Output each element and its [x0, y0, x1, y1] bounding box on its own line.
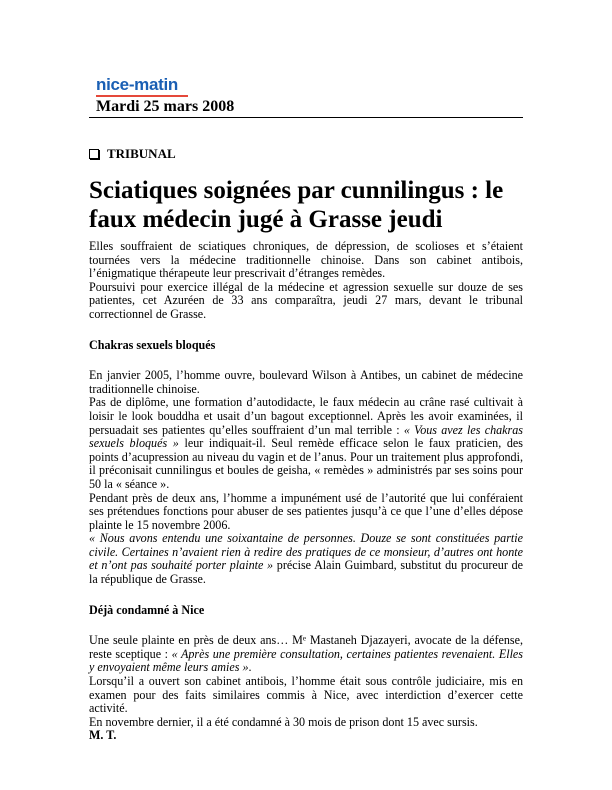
publication-date: Mardi 25 mars 2008 [96, 98, 235, 115]
text-span: . [248, 660, 252, 675]
section-label-text: TRIBUNAL [107, 146, 176, 161]
author-signature: M. T. [89, 728, 117, 743]
header-divider [89, 117, 523, 118]
text-span: Une seule plainte en près de deux ans… Mᵉ Mastaneh Djazayeri, avocate de la défense, reste sceptique : [89, 633, 523, 661]
quote: « Après une première consultation, certaines patientes revenaient. Elles y envoyaient même leurs amies » [89, 646, 523, 675]
body2-paragraph-3: En novembre dernier, il a été condamné à 30 mois de prison dont 15 avec sursis. [89, 714, 478, 729]
body1-paragraph-1: En janvier 2005, l’homme ouvre, boulevard Wilson à Antibes, un cabinet de médecine traditionnelle chinoise. [89, 368, 523, 396]
intro-paragraph-2: Poursuivi pour exercice illégal de la médecine et agression sexuelle sur douze de ses patientes, cet Azuréen de 33 ans comparaîtra, jeudi 27 mars, devant le tribunal correctionnel de Grasse. [89, 279, 523, 321]
body1-paragraph-3: Pendant près de deux ans, l’homme a impunément usé de l’autorité que lui conféraient ses prétendues fonctions pour abuser de ses patientes jusqu’à ce que l’une d’elles dépose plainte le 15 novembre 2006. [89, 490, 523, 532]
quote: « Nous avons entendu une soixantaine de personnes. Douze se sont constituées partie civile. Certaines n’avaient rien à redire des pratiques de ce monsieur, d’autres ont honte et n’ont pas souhaité porter plainte » [89, 531, 523, 573]
text-span: précise Alain Guimbard, substitut du procureur de la république de Grasse. [89, 558, 523, 587]
text-span: Pas de diplôme, une formation d’autodidacte, le faux médecin au crâne rasé cultivait à loisir le look bouddha et usait d’un bagout exceptionnel. Après les avoir examinées, il persuadait ses patientes qu’elles souffraient d’un mal terrible : [89, 395, 523, 437]
quote: « Vous avez les chakras sexuels bloqués » [89, 422, 523, 451]
subheading-nice: Déjà condamné à Nice [89, 602, 205, 617]
checkbox-icon [89, 149, 99, 159]
logo-underline [96, 95, 188, 97]
subheading-chakras: Chakras sexuels bloqués [89, 337, 216, 352]
article-headline: Sciatiques soignées par cunnilingus : le faux médecin jugé à Grasse jeudi [89, 177, 504, 233]
article-body [89, 240, 523, 743]
body1-paragraph-4 [89, 532, 523, 586]
text-span: leur indiquait-il. Seul remède efficace selon le faux praticien, des points d’acupression au niveau du vagin et de l’anus. Pour un traitement plus approfondi, il préconisait cunnilingus et boules de geisha, « remèdes » administrés par ses soins pour 50 la « séance ». [89, 436, 524, 491]
newspaper-logo: nice-matin [96, 75, 179, 94]
body1-paragraph-2 [89, 396, 523, 491]
intro-paragraph-1: Elles souffraient de sciatiques chroniques, de dépression, de scolioses et s’étaient tournées vers la médecine traditionnelle chinoise. Dans son cabinet antibois, l’énigmatique thérapeute leur prescrivait d’étranges remèdes. [89, 239, 523, 281]
section-label [89, 146, 176, 162]
body2-paragraph-2: Lorsqu’il a ouvert son cabinet antibois, l’homme était sous contrôle judiciaire, mis en examen pour des faits similaires commis à Nice, avec interdiction d’exercer cette activité. [89, 674, 523, 716]
body2-paragraph-1 [89, 634, 523, 675]
